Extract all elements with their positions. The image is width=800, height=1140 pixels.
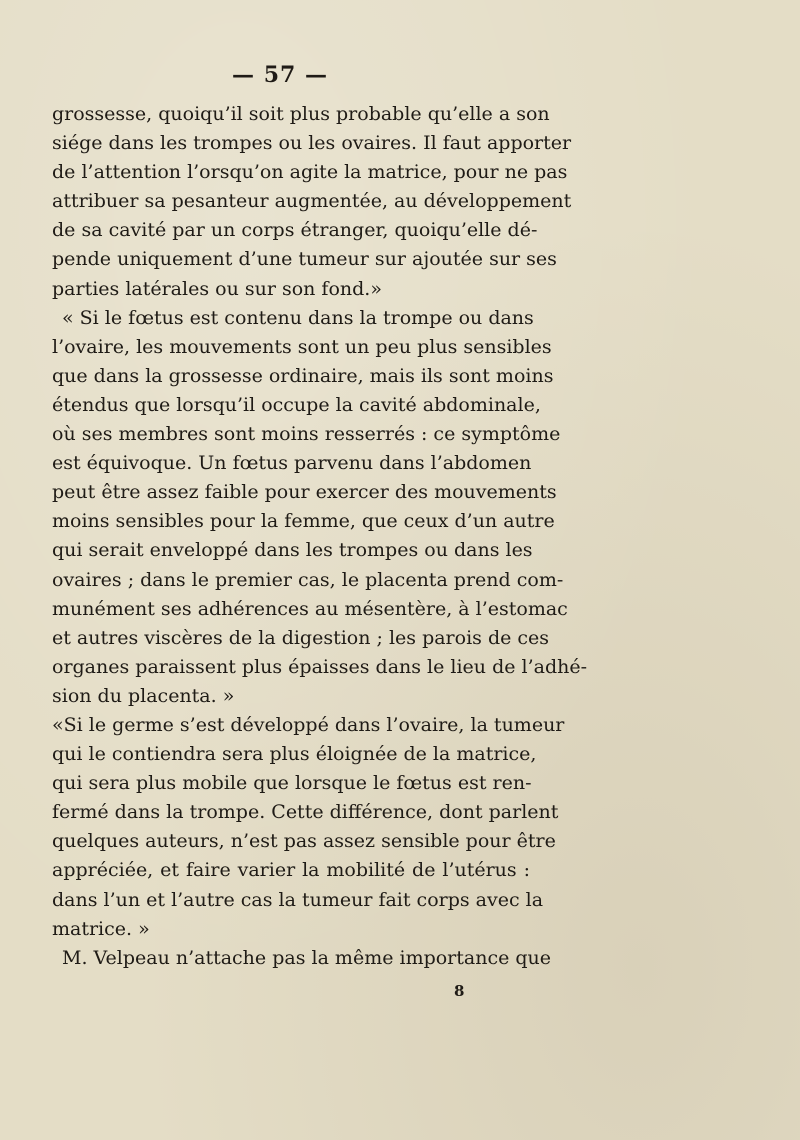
signature-mark: 8 — [454, 982, 465, 1000]
text-line: où ses membres sont moins resserrés : ce symptôme — [52, 423, 561, 446]
text-line: qui serait enveloppé dans les trompes ou dans les — [52, 539, 533, 562]
text-line: appréciée, et faire varier la mobilité de l’utérus : — [52, 859, 530, 882]
page-number: — 57 — — [232, 62, 328, 88]
text-line: qui sera plus mobile que lorsque le fœtus est ren- — [52, 772, 532, 795]
text-line: et autres viscères de la digestion ; les parois de ces — [52, 626, 550, 649]
text-line: M. Velpeau n’attache pas la même importance que — [62, 946, 552, 969]
text-line: qui le contiendra sera plus éloignée de la matrice, — [52, 743, 537, 766]
text-line: fermé dans la trompe. Cette différence, dont parlent — [52, 801, 559, 824]
text-line: « Si le fœtus est contenu dans la trompe ou dans — [62, 306, 534, 329]
text-line: sion du placenta. » — [52, 684, 235, 707]
text-line: grossesse, quoiqu’il soit plus probable qu’elle a son — [52, 103, 550, 125]
text-line: attribuer sa pesanteur augmentée, au développement — [52, 190, 572, 213]
text-line: de l’attention l’orsqu’on agite la matrice, pour ne pas — [52, 161, 568, 184]
text-line: l’ovaire, les mouvements sont un peu plus sensibles — [52, 335, 552, 358]
text-line: «Si le germe s’est développé dans l’ovaire, la tumeur — [52, 713, 565, 736]
text-line: ovaires ; dans le premier cas, le placenta prend com- — [52, 568, 564, 591]
text-line: parties latérales ou sur son fond.» — [52, 277, 382, 300]
text-line: quelques auteurs, n’est pas assez sensible pour être — [52, 830, 556, 853]
text-line: moins sensibles pour la femme, que ceux d’un autre — [52, 510, 555, 533]
text-line: est équivoque. Un fœtus parvenu dans l’abdomen — [52, 452, 532, 475]
text-line: peut être assez faible pour exercer des mouvements — [52, 481, 557, 504]
text-line: siége dans les trompes ou les ovaires. Il faut apporter — [52, 132, 572, 155]
body-text — [52, 100, 588, 973]
text-line: étendus que lorsqu’il occupe la cavité abdominale, — [52, 393, 541, 416]
text-line: pende uniquement d’une tumeur sur ajoutée sur ses — [52, 248, 557, 271]
text-line: matrice. » — [52, 917, 150, 940]
text-line: que dans la grossesse ordinaire, mais ils sont moins — [52, 364, 554, 387]
text-line: dans l’un et l’autre cas la tumeur fait corps avec la — [52, 888, 544, 911]
text-line: de sa cavité par un corps étranger, quoiqu’elle dé- — [52, 219, 538, 242]
text-line: munément ses adhérences au mésentère, à l’estomac — [52, 597, 568, 620]
text-line: organes paraissent plus épaisses dans le lieu de l’adhé- — [52, 655, 588, 678]
